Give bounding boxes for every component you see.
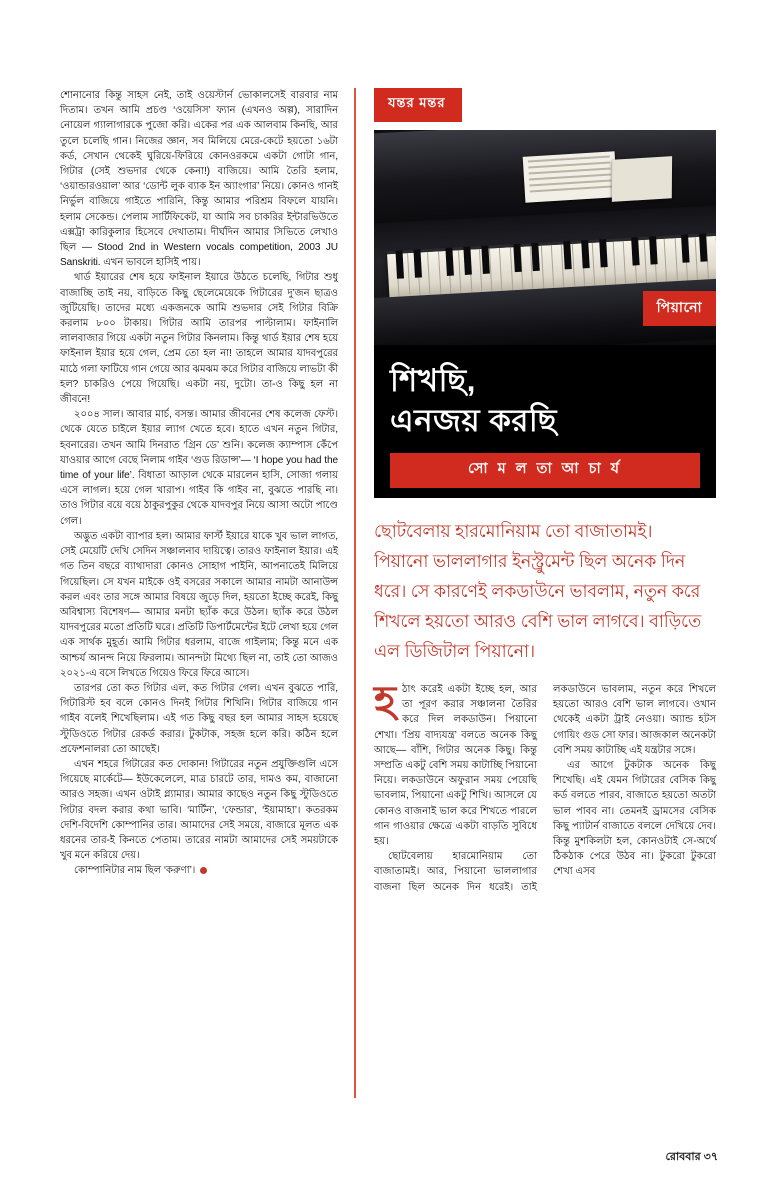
body-paragraph: এর আগে টুকটাক অনেক কিছু শিখেছি। এই যেমন গিটারের বেসিক কিছু কর্ড বলতে পারব, বাজাতে হয়তো অতটা ভাল পাবব না। তেমনই ড্রামসের বেসিক কিছু প্যাটার্ন বাজাতে বললে দেখিয়ে দেব। কিন্তু মুশকিলটা হল, কোনওটাই সে-অর্থে ঠিকঠাক পেরে উঠব না। টুকরো টুকরো শেখা এসব — [553, 760, 716, 878]
page-footer: রোববার ৩৭ — [665, 1151, 718, 1163]
right-feature-column — [356, 88, 716, 1098]
drop-cap-paragraph-text: ঠাৎ করেই একটা ইচ্ছে হল, আর তা পূরণ করার সঞ্চালনা তৈরির করে দিল লকডাউন। পিয়ানো শেখা। ‘প্রিয় বাদ্যযন্ত্র’ বলতে অনেক কিছু আছে— বাঁশি, গিটার অনেক কিছু। কিন্তু সম্প্রতি একটু বেশি সময় কাটাচ্ছি পিয়ানো নিয়ে। লকডাউনে অফুরান সময় পেয়েছি ভাবলাম, পিয়ানো একটু শিখি। আসলে যে কোনও বাজনাই ভাল করে শিখতে পারলে গান গাওয়ার ক্ষেত্রে একটা বাড়তি সুবিধে হয়। — [374, 684, 537, 848]
byline: সো ম ল তা আ চা র্য — [390, 453, 700, 488]
left-text-column — [60, 88, 356, 1098]
body-paragraph: তারপর তো কত গিটার এল, কত গিটার গেল। এখন বুঝতে পারি, গিটারিস্ট হব বলে কোনও দিনই গিটার শিখিনি। গিটার বাজিয়ে গান গাইব বলেই শিখেছিলাম। এই গত কিছু বছর হল আমার সাহস হয়েছে স্টুডিওতে গিটার রেকর্ড করার। টুকটাক, সহজ হলে করি। কঠিন হলে প্রফেশনালরা তো আছেই। — [60, 682, 338, 755]
body-paragraph: ২০০৪ সাল। আবার মার্চ, বসন্ত। আমার জীবনের শেষ কলেজ ফেস্ট। থেকে যেতে চাইলে ইয়ার ল্যাগ খেতে হবে। হাতে এখন নতুন গিটার, হবনারের। তখন আমি দিনরাত ‘গ্রিন ডে’ শুনি। কলেজ ক্যাম্পাস কেঁপে যাওয়ার আগে বেছে নিলাম গাইব ‘গুড রিডান্স’— ‘I hope you had the time of your life’. বিধাতা আড়াল থেকে মারলেন হাসি, সোজা গলায় এসে লাগল। হয়ে গেল খারাপ। গাইব কি গাইব না, বুঝতে পারছি না। তাও গিটার বয়ে বয়ে ঠাকুরপুকুর থেকে যাদবপুর নিয়ে আসা অটো পাণ্ডে গেল। — [60, 409, 338, 527]
end-mark-icon — [200, 867, 207, 874]
right-body-text — [374, 677, 717, 895]
drop-cap: হ — [374, 677, 397, 724]
photo-label: পিয়ানো — [643, 291, 716, 326]
body-paragraph: থার্ড ইয়ারের শেষ হয়ে ফাইনাল ইয়ারে উঠতে চলেছি, গিটার শুধু বাজাচ্ছি তাই নয়, বাড়িতে কিছু ছেলেমেয়েকে গিটারের দু’জন ছাত্রও জুটিয়েছি। তাদের মধ্যে একজনকে আমি শুভদার সেই গিটার বিক্রি করলাম ৮০০ টাকায়। গিটার আমি তারপর পাল্টালাম। ফাইনালি লালবাজার গিয়ে একটা নতুন গিটার কিনলাম। কিন্তু থার্ড ইয়ার শেষ হয়ে ফাইনাল ইয়ার হয়ে গেল, প্রেম তো হল না! তাহলে আমার যাদবপুরের মাঠে গলা ফাটিয়ে গান গেয়ে আর ঝমঝম করে গিটার বাজিয়ে লাভটা কী হল? চাকরিও পেয়ে গিয়েছি। একটা নয়, দুটো। তা-ও কিছু হল না জীবনে! — [60, 272, 338, 406]
page-columns — [60, 88, 718, 1098]
standfirst: ছোটবেলায় হারমোনিয়াম তো বাজাতামই। পিয়ানো ভাললাগার ইনস্ট্রুমেন্ট ছিল অনেক দিন ধরে। সে কারণেই লকডাউনে ভাবলাম, নতুন করে শিখলে হয়তো আরও বেশি ভাল লাগবে। বাড়িতে এল ডিজিটাল পিয়ানো। — [374, 521, 702, 661]
section-tag: যন্তর মন্তর — [374, 88, 462, 122]
body-paragraph: এখন শহরে গিটারের কত দোকান! গিটারের নতুন প্রযুক্তিগুলি এসে গিয়েছে মার্কেটে— ইউকেলেলে, মাত্র চারটে তার, দামও কম, বাজানো আরও সহজ। এখন ওটাই গ্ল্যামার। আমার কাছেও নতুন কিছু স্টুডিওতে গিটার বদল করার কথা ভাবি। ‘মার্টিন’, ‘ফেন্ডার’, ‘ইয়ামাহা’। কতরকম দেশি-বিদেশি কোম্পানির তার। আমাদের সেই সময়ে, বাজারে মূলত এক ধরনের তার-ই কিনতে পেতাম। তারের নামটা আমাদের সেই সময়টাকে খুব মনে করিয়ে দেয়। — [60, 758, 338, 862]
headline-box — [374, 345, 716, 498]
sheet-music-secondary — [612, 156, 672, 202]
last-sentence: কোম্পানিটার নাম ছিল ‘করুণা’। — [74, 865, 196, 877]
body-paragraph: অদ্ভুত একটা ব্যাপার হল। আমার ফার্স্ট ইয়ারে যাকে খুব ভাল লাগত, সেই মেয়েটি দেখি সেদিন সঞ্চালনাব দায়িত্বে। তারও ফাইনাল ইয়ার। এই গত তিন বছরে ব্যাথাদারা কোনও সোহাগ পাইনি, আপনাতেই মিলিয়ে গিয়েছিল। সে যখন মাইকে ওই বসরের সকালে আমার নামটা আনাউন্স করল এবং তার সঙ্গে আমার বিষয়ে জুড়ে দিল, হয়তো ইচ্ছে করেই, কিছু অবিশ্বাস্য বিশেষণ— আমার মনটা ছ্যাঁক করে উঠল। ছ্যাঁক করে উঠল যাদবপুরের মতো প্রতিটি ঘরে। প্রতিটি ডিপার্টমেন্টের ইটে লেখা হয়ে গেল এক সার্থক মুহূর্ত। আমি গিটার ধরলাম, বাজে গাইলাম; কিন্তু মনে এক আশ্চর্য আনন্দ নিয়ে ফিরলাম। আনন্দটা মিথ্যে ছিল না, তাই তো আজও ২০২১-এ বসে লিখতে গিয়েও ফিরে ফিরে আসে। — [60, 530, 338, 679]
body-paragraph: ছোটবেলায় হারমোনিয়াম তো বাজাতামই। আর, পিয়ানো ভাললাগার বাজনা ছিল অনেক দিন ধরেই। তাই লকডাউনে ভাবলাম, নতুন করে শিখলে হয়তো আরও বেশি ভাল লাগবে। ওখান থেকেই একটা ট্রাই নেওয়া। অ্যান্ড হটস গোয়িং গুড সো ফার। আজকাল অনেকটা বেশি সময় কাটাচ্ছি এই যন্ত্রটার সঙ্গে। — [374, 684, 717, 893]
body-paragraph-last — [60, 863, 338, 878]
body-paragraph — [374, 677, 537, 849]
sheet-music — [523, 151, 618, 203]
headline-line-2: এনজয় করছি — [390, 403, 558, 438]
body-paragraph: শোনানোর কিন্তু সাহস নেই, তাই ওয়েস্টার্ন ভোকালসেই বারবার নাম দিতাম। তখন আমি প্রচণ্ড ‘ওয়েসিস’ ফ্যান (এখনও অল্প), সারাদিন নোয়েল গ্যালাগারকে পুজো করি। একের পর এক আলবাম কিনছি, আর তুলে চলেছি গান। নিজের জ্ঞান, সব মিলিয়ে মেরে-কেটে হয়তো ১৬টা কর্ড, সেখান থেকেই ঘুরিয়ে-ফিরিয়ে কোনওরকমে একটা গোটা গান, গিটার (সেই শুভদার থেকে কেনা!) বাজিয়ে। আমি তৈরি হলাম, ‘ওয়ান্ডারওয়াল’ আর ‘ডোন্ট লুক ব্যাক ইন অ্যাংগার’ নিয়ে। কোনও গানই নির্ভুল বাজিয়ে গাইতে পারিনি, কিন্তু আমার পরিশ্রম বিফলে যায়নি। হলাম সেকেন্ড। পেলাম সার্টিফিকেট, যা আমি সব চাকরির ইন্টারভিউতে এক্সট্রা কারিকুলার হিসেবে দেখাতাম। দীর্ঘদিন আমার সিভিতে লেখাও ছিল — Stood 2nd in Western vocals competition, 2003 JU Sanskriti. এখন ভাবলে হাসিই পায়। — [60, 90, 338, 269]
headline-line-1: শিখছি, — [390, 363, 476, 398]
